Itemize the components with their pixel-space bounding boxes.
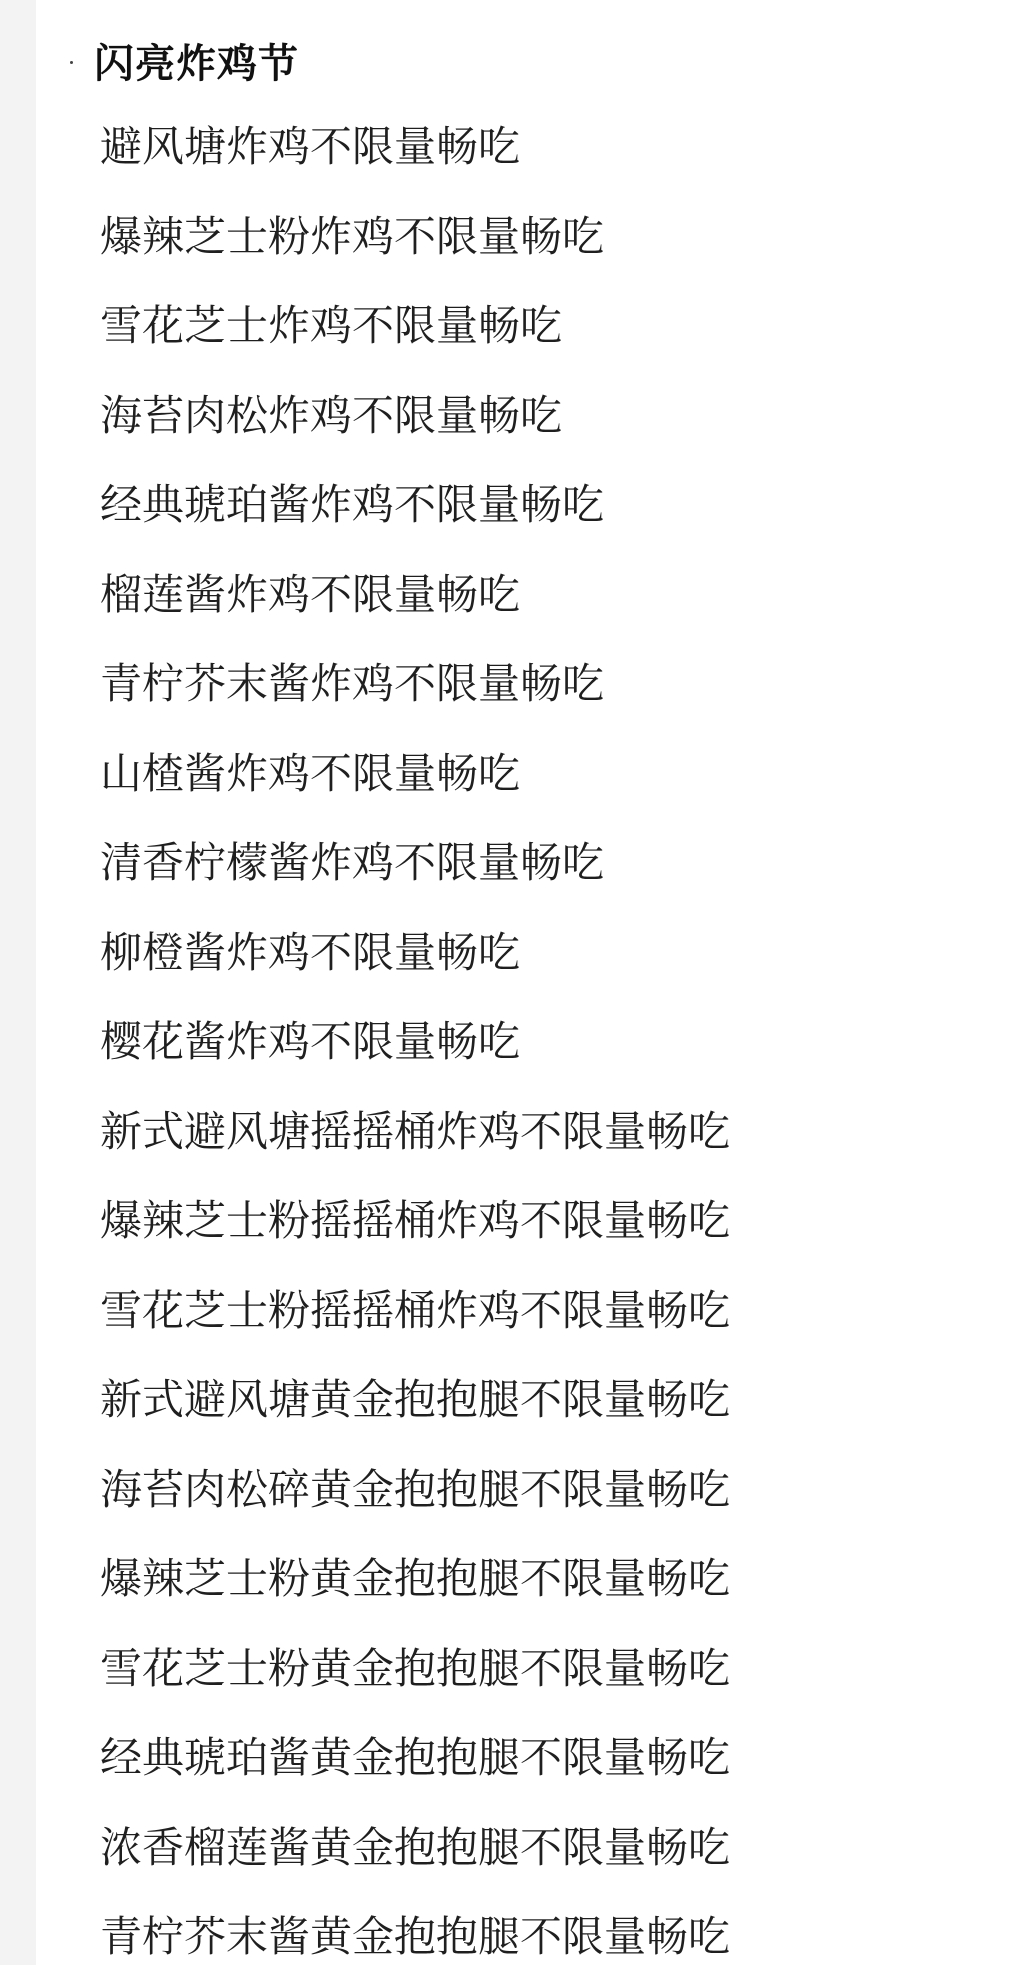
list-item: 青柠芥末酱黄金抱抱腿不限量畅吃: [100, 1912, 731, 1961]
list-item: 清香柠檬酱炸鸡不限量畅吃: [100, 838, 605, 887]
list-item: 经典琥珀酱黄金抱抱腿不限量畅吃: [100, 1733, 731, 1782]
list-item: 樱花酱炸鸡不限量畅吃: [100, 1017, 521, 1066]
list-item: 浓香榴莲酱黄金抱抱腿不限量畅吃: [100, 1822, 731, 1872]
list-item: 雪花芝士炸鸡不限量畅吃: [100, 301, 563, 350]
list-item: 新式避风塘摇摇桶炸鸡不限量畅吃: [100, 1106, 731, 1156]
list-item: 避风塘炸鸡不限量畅吃: [100, 122, 521, 171]
list-item: 爆辣芝士粉黄金抱抱腿不限量畅吃: [100, 1554, 731, 1603]
section-heading: 闪亮炸鸡节: [94, 40, 299, 87]
list-item: 青柠芥末酱炸鸡不限量畅吃: [100, 659, 605, 708]
list-item: 经典琥珀酱炸鸡不限量畅吃: [100, 480, 605, 529]
list-item: 雪花芝士粉摇摇桶炸鸡不限量畅吃: [100, 1285, 731, 1335]
menu-item-list: [100, 112, 730, 1965]
list-item: 海苔肉松炸鸡不限量畅吃: [100, 390, 563, 440]
list-item: 爆辣芝士粉炸鸡不限量畅吃: [100, 211, 605, 261]
list-item: 新式避风塘黄金抱抱腿不限量畅吃: [100, 1375, 731, 1424]
list-item: 雪花芝士粉黄金抱抱腿不限量畅吃: [100, 1643, 731, 1693]
list-item: 柳橙酱炸鸡不限量畅吃: [100, 927, 521, 977]
list-item: 山楂酱炸鸡不限量畅吃: [100, 748, 521, 798]
bullet-icon: [70, 61, 73, 64]
cropped-previous-line: [96, 0, 316, 4]
left-margin: [0, 0, 36, 1965]
list-item: 榴莲酱炸鸡不限量畅吃: [100, 569, 521, 619]
section-heading-row: [70, 28, 299, 92]
list-item: 爆辣芝士粉摇摇桶炸鸡不限量畅吃: [100, 1196, 731, 1245]
list-item: 海苔肉松碎黄金抱抱腿不限量畅吃: [100, 1464, 731, 1514]
